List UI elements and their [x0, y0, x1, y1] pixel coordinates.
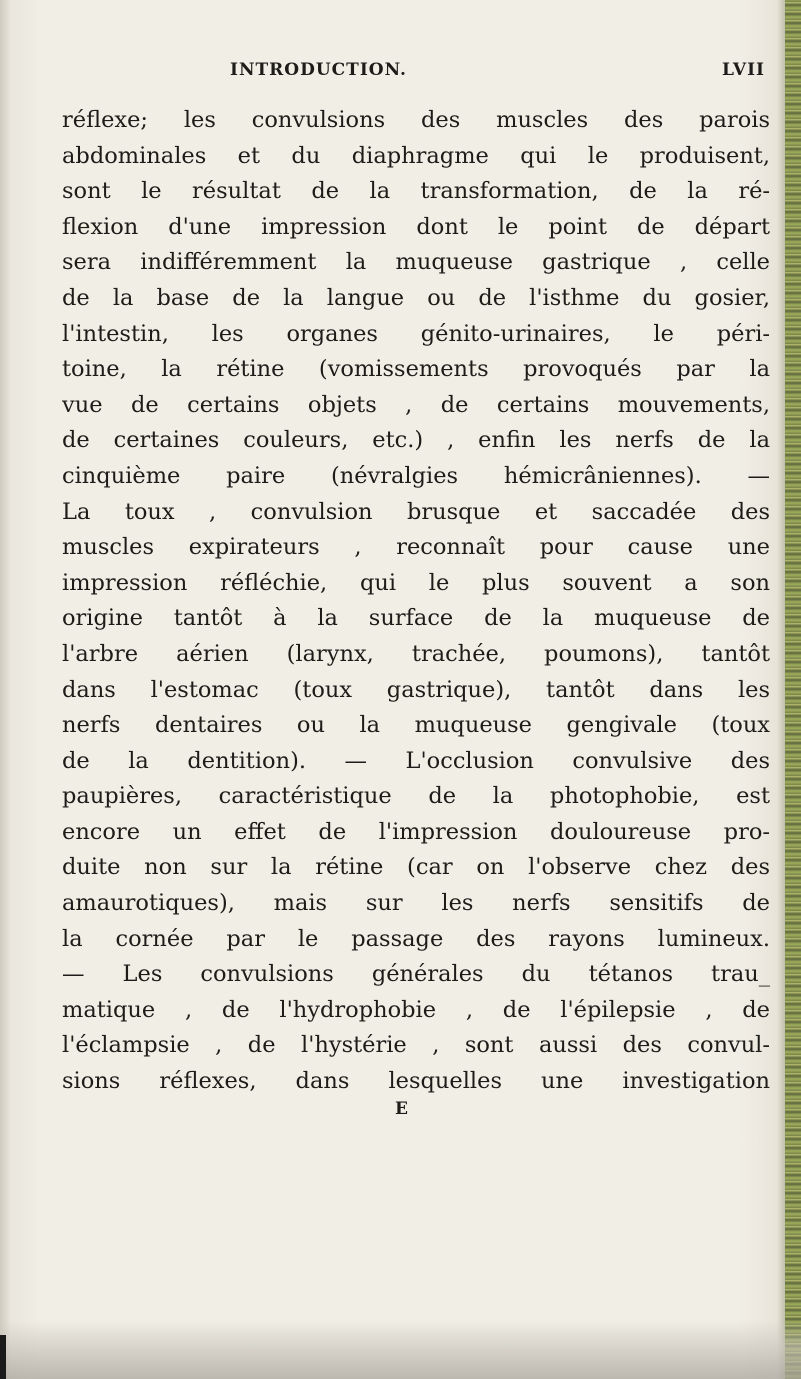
page-header	[230, 60, 765, 88]
text-line: de la dentition). — L'occlusion convulsive des	[62, 747, 770, 774]
text-line: dans l'estomac (toux gastrique), tantôt dans les	[62, 676, 770, 703]
page-number: LVII	[721, 60, 765, 80]
text-line: vue de certains objets , de certains mouvements,	[62, 391, 770, 418]
text-line: sions réflexes, dans lesquelles une investigation	[62, 1068, 770, 1095]
book-spine-edge	[785, 0, 801, 1379]
text-line: cinquième paire (névralgies hémicrâniennes). —	[62, 462, 770, 489]
text-line: impression réfléchie, qui le plus souvent a son	[62, 569, 770, 596]
text-line: encore un effet de l'impression douloureuse pro-	[62, 818, 770, 845]
text-line: de certaines couleurs, etc.) , enfin les nerfs de la	[62, 427, 770, 454]
page-left-edge	[0, 0, 10, 1379]
text-line: muscles expirateurs , reconnaît pour cause une	[62, 534, 770, 561]
text-line: — Les convulsions générales du tétanos trau_	[62, 961, 770, 988]
page-bottom-shadow	[0, 1320, 801, 1379]
text-line: l'intestin, les organes génito-urinaires, le péri-	[62, 320, 770, 347]
text-line: La toux , convulsion brusque et saccadée des	[62, 498, 770, 525]
text-line: flexion d'une impression dont le point de départ	[62, 213, 770, 240]
text-line: toine, la rétine (vomissements provoqués par la	[62, 356, 770, 383]
text-line: matique , de l'hydrophobie , de l'épilepsie , de	[62, 996, 770, 1023]
text-line: de la base de la langue ou de l'isthme du gosier,	[62, 284, 770, 311]
text-line: amaurotiques), mais sur les nerfs sensitifs de	[62, 890, 770, 917]
page-right-shadow	[777, 0, 785, 1379]
text-line: abdominales et du diaphragme qui le produisent,	[62, 142, 770, 169]
text-line: origine tantôt à la surface de la muqueuse de	[62, 605, 770, 632]
text-line: l'éclampsie , de l'hystérie , sont aussi des convul-	[62, 1032, 770, 1059]
text-line: sont le résultat de la transformation, de la ré-	[62, 178, 770, 205]
text-line: paupières, caractéristique de la photophobie, est	[62, 783, 770, 810]
text-line: duite non sur la rétine (car on l'observe chez des	[62, 854, 770, 881]
text-line: l'arbre aérien (larynx, trachée, poumons), tantôt	[62, 640, 770, 667]
running-title: INTRODUCTION.	[230, 60, 407, 80]
body-text	[62, 103, 770, 1100]
signature-mark: E	[395, 1099, 408, 1119]
text-line: la cornée par le passage des rayons lumineux.	[62, 925, 770, 952]
text-line: réflexe; les convulsions des muscles des parois	[62, 107, 770, 133]
scan-edge-mark	[0, 1335, 6, 1379]
text-line: sera indifféremment la muqueuse gastrique , celle	[62, 249, 770, 276]
text-line: nerfs dentaires ou la muqueuse gengivale (toux	[62, 712, 770, 739]
